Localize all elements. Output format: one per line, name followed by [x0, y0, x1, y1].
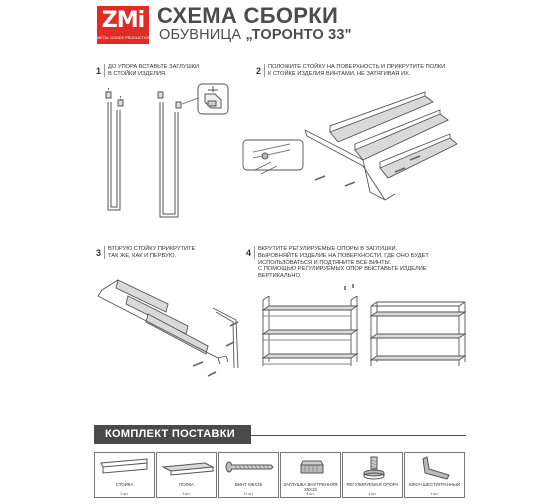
step-1-number: 1	[96, 66, 102, 76]
kit-item-qty: 12 шт.	[243, 492, 254, 496]
step-4-number: 4	[246, 248, 252, 258]
step-4-line: С ПОМОЩЬЮ РЕГУЛИРУЕМЫХ ОПОР ВЫСТАВЬТЕ ИЗДЕЛИЕ	[258, 266, 427, 273]
kit-item-qty: 4 шт.	[306, 492, 315, 496]
kit-item-screw	[218, 452, 279, 498]
step-4-line: ВЕРТИКАЛЬНО.	[258, 273, 302, 280]
kit-item-name: СТОЙКА	[115, 482, 134, 487]
plug-icon	[281, 453, 342, 483]
step-4-line: ВЫРОВНЯЙТЕ ИЗДЕЛИЕ НА ПОВЕРХНОСТИ, ГДЕ ОНО БУДЕТ	[258, 252, 429, 259]
kit-item-qty: 4 шт.	[368, 492, 377, 496]
step-2-text	[268, 64, 445, 78]
step-1-text	[108, 64, 199, 78]
step-4-divider	[254, 246, 255, 259]
kit-item-name: ПОЛКА	[179, 482, 194, 487]
kit-item-adjustable-foot	[342, 452, 403, 498]
step-1-divider	[104, 64, 105, 77]
step-3-line: ВТОРУЮ СТОЙКУ ПРИКРУТИТЕ	[108, 246, 196, 252]
kit-item-qty: 3 шт.	[182, 492, 191, 496]
step-2-line: К СТОЙКЕ ИЗДЕЛИЯ ВИНТАМИ, НЕ ЗАТЯГИВАЯ ИХ.	[268, 70, 411, 77]
page-title: СХЕМА СБОРКИ	[157, 3, 339, 28]
kit-item-qty: 2 шт.	[120, 492, 129, 496]
kit-item-name: ЗАГЛУШКА ВНУТРЕННЯЯ 25Х15	[283, 482, 338, 492]
step-3-line: ТАК ЖЕ, КАК И ПЕРВУЮ.	[108, 252, 177, 259]
kit-item-frame	[94, 452, 155, 498]
logo-tagline: METAL GOODS PRODUCTION	[97, 36, 151, 40]
step-1-line: ДО УПОРА ВСТАВЬТЕ ЗАГЛУШКИ	[108, 64, 200, 70]
kit-item-hex-key	[404, 452, 465, 498]
step-2-line: ПОЛОЖИТЕ СТОЙКУ НА ПОВЕРХНОСТЬ И ПРИКРУТИТЕ ПОЛКИ	[268, 64, 446, 70]
kit-item-name: ВИНТ М6Х35	[234, 482, 263, 487]
kit-item-shelf	[156, 452, 217, 498]
page-subtitle	[159, 27, 352, 43]
logo-mark: ZMi	[101, 8, 145, 33]
adjustable-foot-icon	[343, 453, 404, 483]
step-4-text	[258, 246, 429, 280]
step-2-illustration	[235, 82, 465, 232]
kit-item-qty: 1 шт.	[430, 492, 439, 496]
product-name: „ТОРОНТО 33"	[245, 27, 352, 43]
step-4-line: ИСПОЛЬЗОВАТЬСЯ И ПОДТЯНИТЕ ВСЕ ВИНТЫ.	[258, 259, 392, 266]
step-3-divider	[104, 246, 105, 259]
step-4-illustration	[255, 286, 475, 386]
step-1-illustration	[100, 80, 250, 230]
kit-item-name: РЕГУЛИРУЕМАЯ ОПОРА	[346, 482, 399, 487]
product-type: ОБУВНИЦА	[159, 27, 242, 43]
screw-icon	[219, 453, 280, 483]
step-2-divider	[264, 64, 265, 77]
step-3-illustration	[88, 268, 248, 398]
hex-key-icon	[405, 453, 466, 483]
brand-logo	[97, 6, 149, 44]
shelf-icon	[157, 453, 218, 483]
kit-item-name: КЛЮЧ ШЕСТИГРАННЫЙ	[408, 482, 460, 487]
kit-title: КОМПЛЕКТ ПОСТАВКИ	[94, 425, 251, 444]
step-4-line: ВКРУТИТЕ РЕГУЛИРУЕМЫЕ ОПОРЫ В ЗАГЛУШКИ.	[258, 246, 398, 252]
kit-item-plug	[280, 452, 341, 498]
step-2-number: 2	[256, 66, 262, 76]
step-3-number: 3	[96, 248, 102, 258]
step-1-line: В СТОЙКИ ИЗДЕЛИЯ.	[108, 70, 167, 77]
step-3-text	[108, 246, 195, 260]
frame-icon	[95, 453, 156, 483]
kit-title-rule	[240, 435, 466, 436]
